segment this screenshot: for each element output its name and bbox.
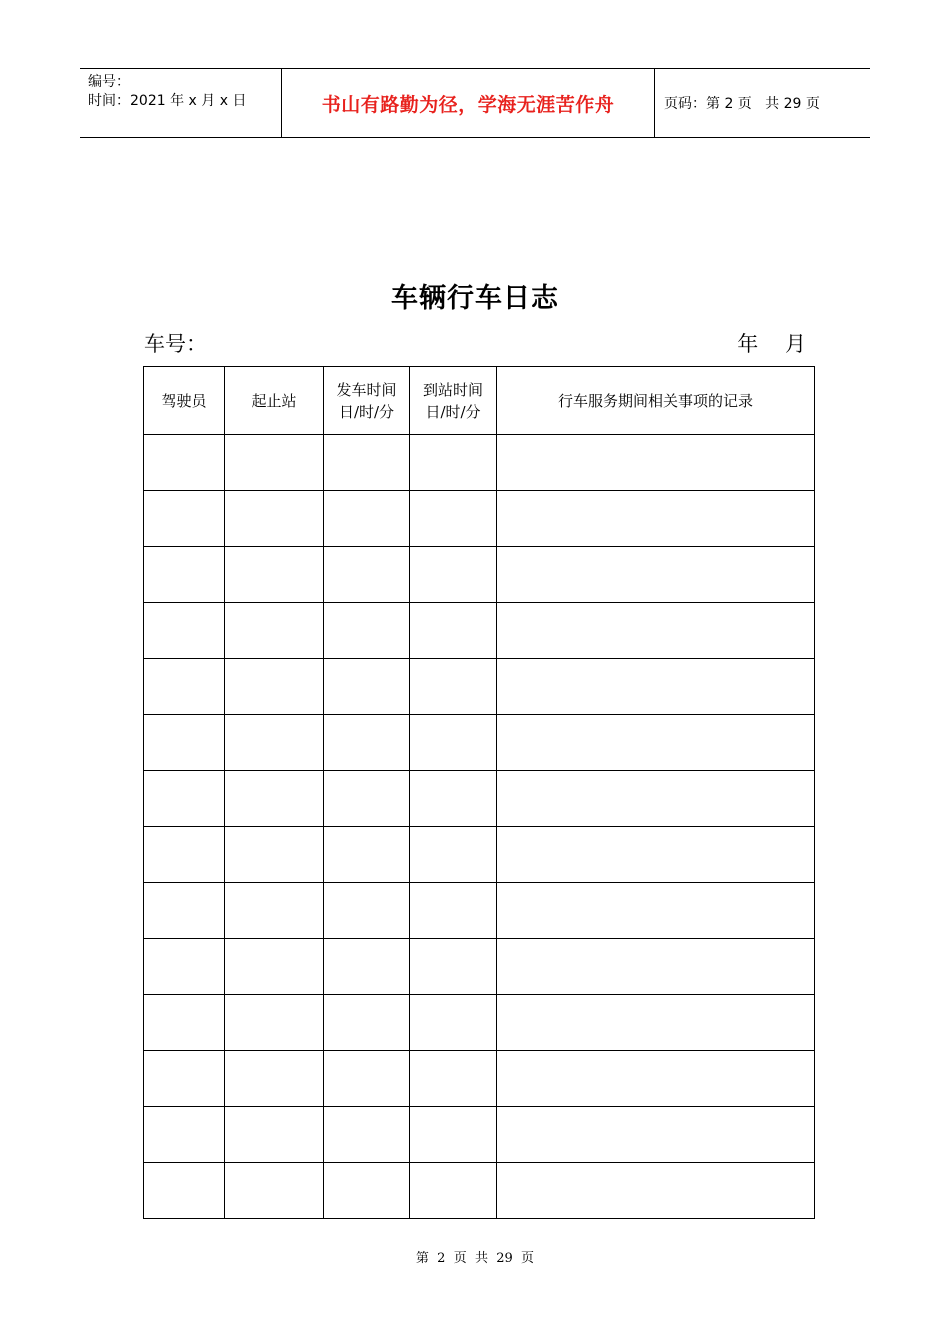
cell-stations[interactable]	[225, 771, 324, 827]
cell-driver[interactable]	[144, 883, 225, 939]
cell-stations[interactable]	[225, 939, 324, 995]
header-motto: 书山有路勤为径，学海无涯苦作舟	[321, 93, 615, 116]
cell-driver[interactable]	[144, 771, 225, 827]
cell-notes[interactable]	[497, 1107, 815, 1163]
cell-stations[interactable]	[225, 659, 324, 715]
table-row	[144, 603, 815, 659]
cell-notes[interactable]	[497, 547, 815, 603]
cell-driver[interactable]	[144, 547, 225, 603]
cell-arrival[interactable]	[410, 1163, 497, 1219]
cell-notes[interactable]	[497, 435, 815, 491]
table-row	[144, 1051, 815, 1107]
cell-notes[interactable]	[497, 827, 815, 883]
cell-driver[interactable]	[144, 1051, 225, 1107]
cell-departure[interactable]	[324, 491, 410, 547]
cell-notes[interactable]	[497, 491, 815, 547]
cell-departure[interactable]	[324, 603, 410, 659]
cell-stations[interactable]	[225, 547, 324, 603]
header-arrival-time	[410, 367, 497, 435]
cell-stations[interactable]	[225, 1107, 324, 1163]
header-departure-line2: 日/时/分	[338, 402, 395, 421]
cell-notes[interactable]	[497, 659, 815, 715]
cell-stations[interactable]	[225, 603, 324, 659]
table-row	[144, 827, 815, 883]
header-stations: 起止站	[225, 367, 324, 435]
cell-stations[interactable]	[225, 435, 324, 491]
table-header-row	[144, 367, 815, 435]
cell-stations[interactable]	[225, 995, 324, 1051]
cell-arrival[interactable]	[410, 939, 497, 995]
cell-stations[interactable]	[225, 827, 324, 883]
cell-stations[interactable]	[225, 491, 324, 547]
cell-driver[interactable]	[144, 827, 225, 883]
cell-notes[interactable]	[497, 715, 815, 771]
cell-arrival[interactable]	[410, 547, 497, 603]
cell-stations[interactable]	[225, 1051, 324, 1107]
driving-log-table	[143, 366, 815, 1219]
header-page-label: 页码：第 2 页 共 29 页	[664, 96, 820, 112]
cell-departure[interactable]	[324, 939, 410, 995]
header-departure-line1: 发车时间	[336, 380, 397, 399]
header-divider	[654, 69, 655, 137]
vehicle-number-label: 车号：	[144, 332, 207, 356]
year-month-label: 年 月	[737, 332, 806, 356]
cell-notes[interactable]	[497, 1163, 815, 1219]
cell-departure[interactable]	[324, 771, 410, 827]
cell-departure[interactable]	[324, 1107, 410, 1163]
cell-arrival[interactable]	[410, 1107, 497, 1163]
table-row	[144, 883, 815, 939]
cell-driver[interactable]	[144, 603, 225, 659]
cell-arrival[interactable]	[410, 883, 497, 939]
table-row	[144, 939, 815, 995]
table-row	[144, 1107, 815, 1163]
cell-departure[interactable]	[324, 1051, 410, 1107]
cell-notes[interactable]	[497, 939, 815, 995]
cell-departure[interactable]	[324, 995, 410, 1051]
table-row	[144, 435, 815, 491]
cell-arrival[interactable]	[410, 603, 497, 659]
cell-departure[interactable]	[324, 435, 410, 491]
cell-notes[interactable]	[497, 603, 815, 659]
table-row	[144, 715, 815, 771]
cell-notes[interactable]	[497, 883, 815, 939]
cell-driver[interactable]	[144, 435, 225, 491]
cell-driver[interactable]	[144, 995, 225, 1051]
cell-arrival[interactable]	[410, 1051, 497, 1107]
table-body	[144, 435, 815, 1219]
cell-notes[interactable]	[497, 1051, 815, 1107]
cell-arrival[interactable]	[410, 715, 497, 771]
cell-departure[interactable]	[324, 659, 410, 715]
cell-departure[interactable]	[324, 715, 410, 771]
cell-departure[interactable]	[324, 883, 410, 939]
cell-arrival[interactable]	[410, 995, 497, 1051]
table-row	[144, 1163, 815, 1219]
header-arrival-line2: 日/时/分	[425, 402, 481, 421]
cell-driver[interactable]	[144, 659, 225, 715]
page-footer: 第 2 页 共 29 页	[415, 1251, 535, 1266]
cell-driver[interactable]	[144, 491, 225, 547]
vehicle-meta-row	[144, 328, 806, 358]
cell-driver[interactable]	[144, 1107, 225, 1163]
header-arrival-line1: 到站时间	[422, 380, 483, 399]
cell-arrival[interactable]	[410, 659, 497, 715]
header-driver: 驾驶员	[144, 367, 225, 435]
cell-notes[interactable]	[497, 771, 815, 827]
cell-arrival[interactable]	[410, 827, 497, 883]
cell-departure[interactable]	[324, 547, 410, 603]
cell-arrival[interactable]	[410, 491, 497, 547]
document-date-label: 时间：2021 年 x 月 x 日	[88, 93, 247, 109]
page-header	[80, 68, 870, 138]
cell-stations[interactable]	[225, 715, 324, 771]
table-row	[144, 659, 815, 715]
table-row	[144, 547, 815, 603]
cell-departure[interactable]	[324, 1163, 410, 1219]
cell-driver[interactable]	[144, 939, 225, 995]
cell-stations[interactable]	[225, 1163, 324, 1219]
table-row	[144, 771, 815, 827]
document-number-label: 编号：	[88, 74, 130, 90]
table-row	[144, 491, 815, 547]
cell-notes[interactable]	[497, 995, 815, 1051]
cell-arrival[interactable]	[410, 435, 497, 491]
header-notes: 行车服务期间相关事项的记录	[497, 367, 815, 435]
cell-departure[interactable]	[324, 827, 410, 883]
table-row	[144, 995, 815, 1051]
header-page-info	[664, 69, 820, 137]
cell-arrival[interactable]	[410, 771, 497, 827]
cell-driver[interactable]	[144, 1163, 225, 1219]
cell-stations[interactable]	[225, 883, 324, 939]
document-title: 车辆行车日志	[391, 283, 559, 314]
cell-driver[interactable]	[144, 715, 225, 771]
header-info	[88, 73, 278, 111]
header-departure-time	[324, 367, 410, 435]
